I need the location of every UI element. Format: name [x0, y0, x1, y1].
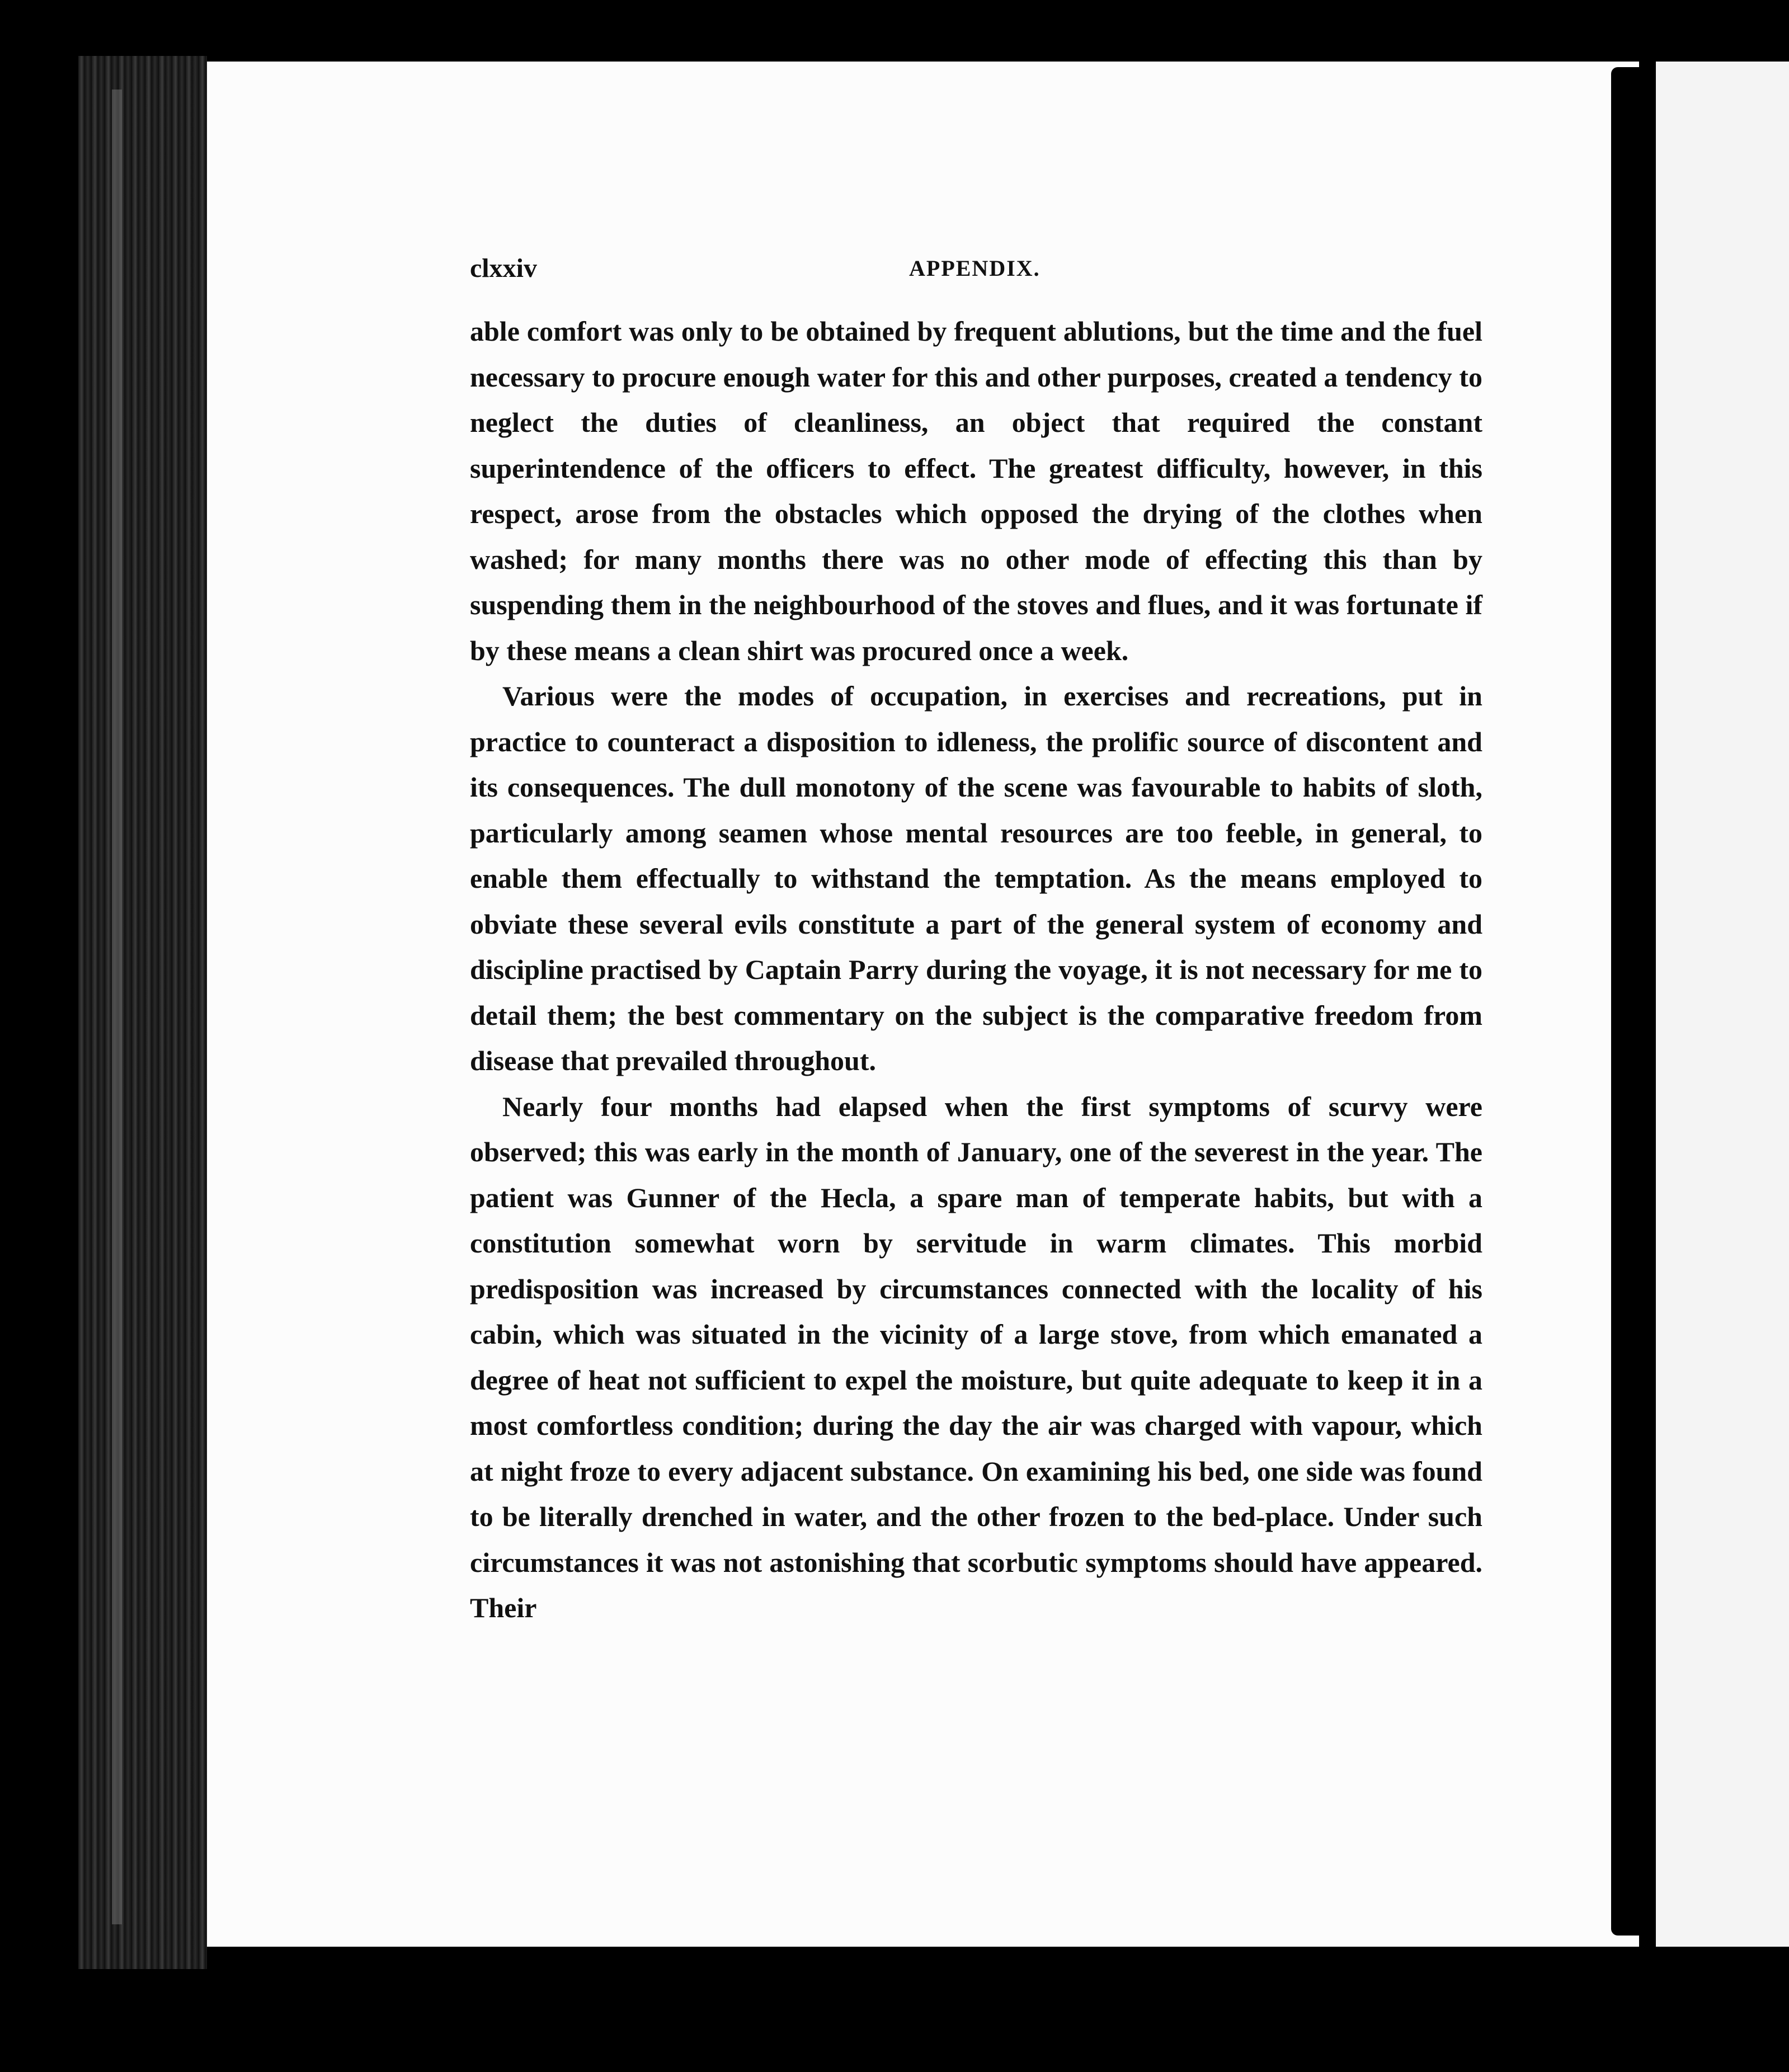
paragraph-scurvy: Nearly four months had elapsed when the first symptoms of scurvy were observed; this was early in the month of January, one of the severest in the year. The patient was Gunner of the Hecla, a spare man of temperate habits, but with a constitution somewhat worn by servitude in warm climates. This morbid predisposition was increased by circumstances connected with the locality of his cabin, which was situated in the vicinity of a large stove, from which emanated a degree of heat not sufficient to expel the moisture, but quite adequate to keep it in a most comfortless condition; during the day the air was charged with vapour, which at night froze to every adjacent substance. On examining his bed, one side was found to be literally drenched in water, and the other frozen to the bed-place. Under such circumstances it was not astonishing that scorbutic symptoms should have appeared. Their — [470, 1090, 1482, 1623]
book-binding — [78, 56, 207, 1969]
body-text — [470, 309, 1482, 1631]
binding-edge — [112, 90, 122, 1924]
facing-page-edge — [1656, 62, 1789, 1947]
paragraph-continuation: able comfort was only to be obtained by frequent ablutions, but the time and the fuel necessary to procure enough water for this and other purposes, created a tendency to neglect the duties of cleanliness, an object that required the constant superintendence of the officers to effect. The greatest difficulty, however, in this respect, arose from the obstacles which opposed the drying of the clothes when washed; for many months there was no other mode of effecting this than by suspending them in the neighbourhood of the stoves and flues, and it was fortunate if by these means a clean shirt was procured once a week. — [470, 315, 1482, 666]
page-number: clxxiv — [470, 253, 537, 283]
running-title: APPENDIX. — [909, 256, 1041, 281]
page-gutter — [1611, 67, 1650, 1936]
running-head — [470, 253, 1482, 286]
paragraph-occupation: Various were the modes of occupation, in exercises and recreations, put in practice to counteract a disposition to idleness, the prolific source of discontent and its consequences. The dull monotony of the scene was favourable to habits of sloth, particularly among seamen whose mental resources are too feeble, in general, to enable them effectually to withstand the temptation. As the means employed to obviate these several evils constitute a part of the general system of economy and discipline practised by Captain Parry during the voyage, it is not necessary for me to detail them; the best commentary on the subject is the comparative freedom from disease that prevailed throughout. — [470, 680, 1482, 1076]
